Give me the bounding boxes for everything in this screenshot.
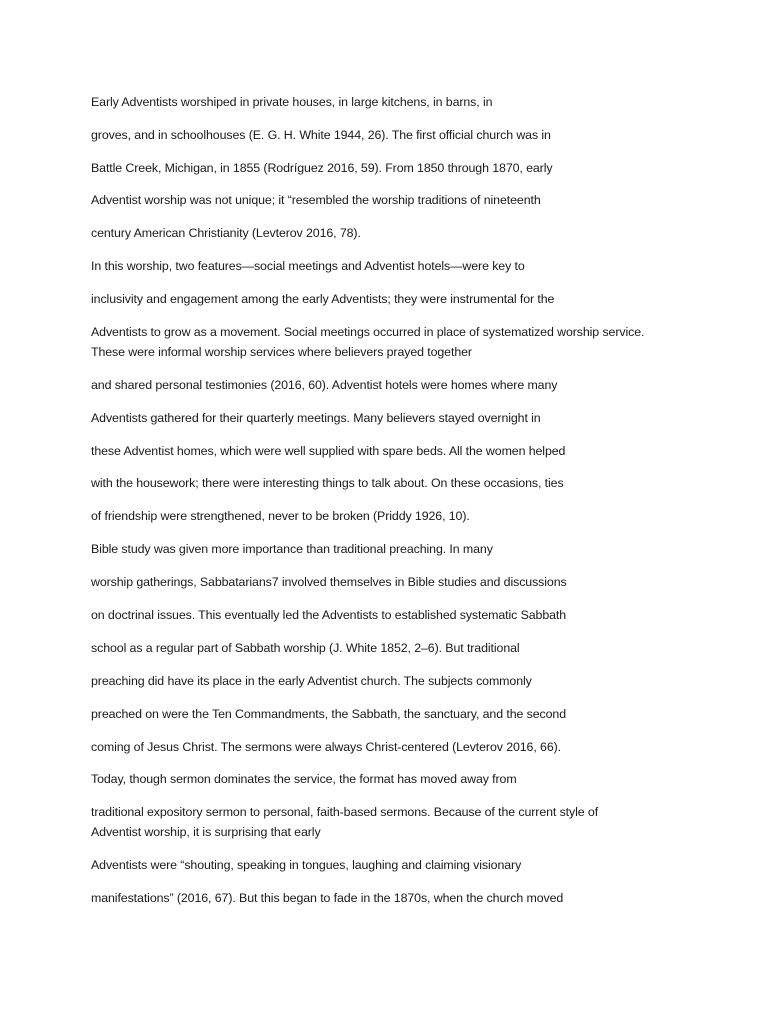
- text-line: Adventists to grow as a movement. Social meetings occurred in place of systematized worship service.: [91, 325, 645, 339]
- text-line: manifestations” (2016, 67). But this began to fade in the 1870s, when the church moved: [91, 891, 564, 905]
- text-line: Adventist worship was not unique; it “resembled the worship traditions of nineteenth: [91, 193, 541, 207]
- text-line: worship gatherings, Sabbatarians7 involved themselves in Bible studies and discussions: [91, 575, 567, 589]
- text-line: Adventists gathered for their quarterly meetings. Many believers stayed overnight in: [91, 411, 541, 425]
- text-line: groves, and in schoolhouses (E. G. H. White 1944, 26). The first official church was in: [91, 128, 551, 142]
- text-line: preached on were the Ten Commandments, the Sabbath, the sanctuary, and the second: [91, 707, 566, 721]
- text-line: of friendship were strengthened, never to be broken (Priddy 1926, 10).: [91, 509, 470, 523]
- text-line: school as a regular part of Sabbath worship (J. White 1852, 2–6). But traditional: [91, 641, 520, 655]
- text-line: and shared personal testimonies (2016, 60). Adventist hotels were homes where many: [91, 378, 558, 392]
- text-line: In this worship, two features—social meetings and Adventist hotels—were key to: [91, 259, 525, 273]
- text-line: These were informal worship services where believers prayed together: [91, 345, 472, 359]
- text-line: Today, though sermon dominates the service, the format has moved away from: [91, 772, 517, 786]
- text-line: on doctrinal issues. This eventually led the Adventists to established systematic Sabbath: [91, 608, 567, 622]
- text-line: century American Christianity (Levterov 2016, 78).: [91, 226, 361, 240]
- text-line: preaching did have its place in the early Adventist church. The subjects commonly: [91, 674, 532, 688]
- text-line: inclusivity and engagement among the early Adventists; they were instrumental for the: [91, 292, 555, 306]
- text-line: these Adventist homes, which were well supplied with spare beds. All the women helped: [91, 444, 566, 458]
- text-line: Early Adventists worshiped in private houses, in large kitchens, in barns, in: [91, 95, 493, 109]
- text-line: traditional expository sermon to personal, faith-based sermons. Because of the current style of: [91, 805, 599, 819]
- text-line: Bible study was given more importance than traditional preaching. In many: [91, 542, 493, 556]
- text-line: Adventist worship, it is surprising that early: [91, 825, 321, 839]
- text-line: Adventists were “shouting, speaking in tongues, laughing and claiming visionary: [91, 858, 522, 872]
- text-line: Battle Creek, Michigan, in 1855 (Rodríguez 2016, 59). From 1850 through 1870, early: [91, 161, 553, 175]
- text-line: coming of Jesus Christ. The sermons were always Christ-centered (Levterov 2016, 66).: [91, 740, 561, 754]
- text-line: with the housework; there were interesting things to talk about. On these occasions, ties: [91, 476, 564, 490]
